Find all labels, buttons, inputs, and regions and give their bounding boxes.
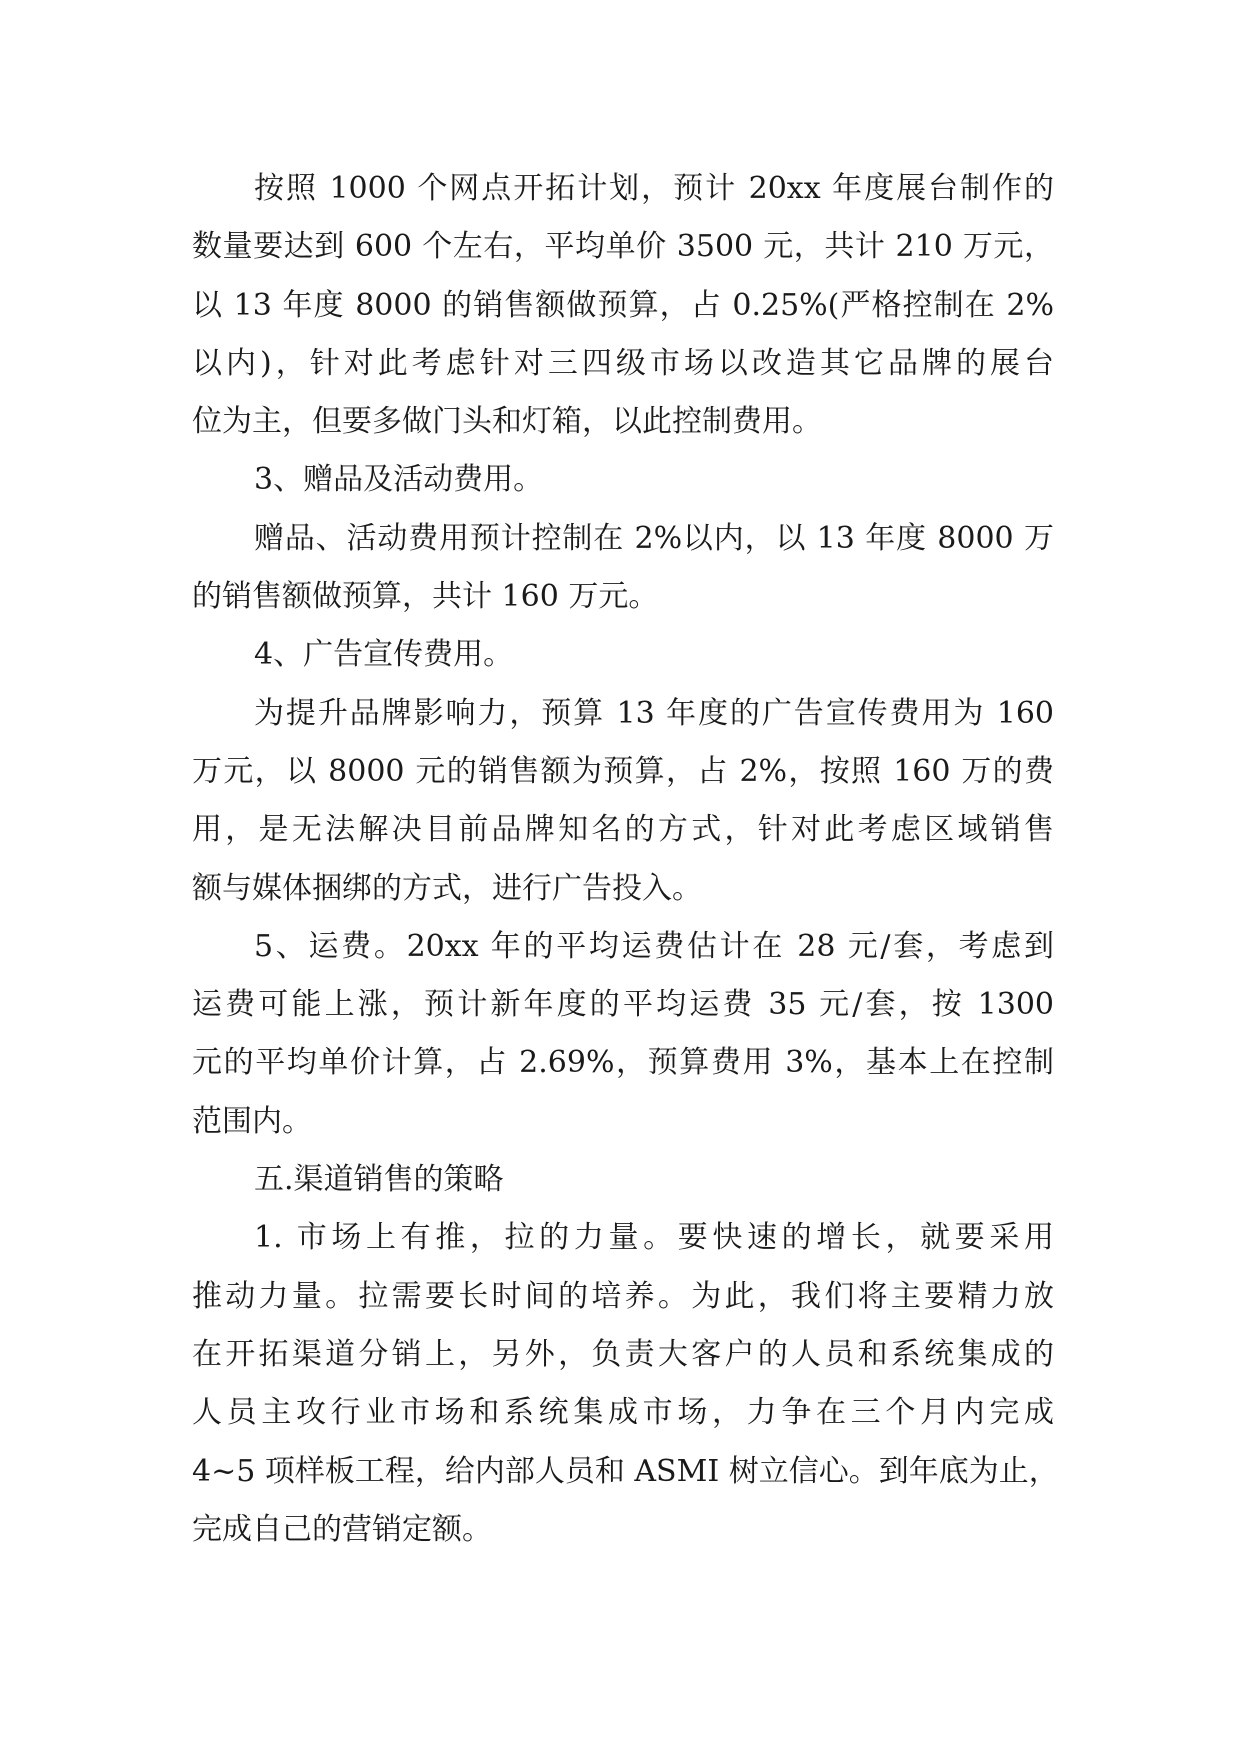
text-line-4: 以内)，针对此考虑针对三四级市场以改造其它品牌的展台 [192,345,1054,381]
text-line-12: 用，是无法解决目前品牌知名的方式，针对此考虑区域销售 [192,812,1054,848]
text-line-7: 赠品、活动费用预计控制在 2%以内，以 13 年度 8000 万 [254,520,1054,556]
text-line-21: 在开拓渠道分销上，另外，负责大客户的人员和系统集成的 [192,1336,1054,1372]
text-line-3: 以 13 年度 8000 的销售额做预算，占 0.25%(严格控制在 2% [192,287,1054,323]
document-body [192,160,1059,1559]
text-line-5: 位为主，但要多做门头和灯箱，以此控制费用。 [192,404,822,440]
text-line-22: 人员主攻行业市场和系统集成市场，力争在三个月内完成 [192,1395,1054,1431]
text-line-15: 运费可能上涨，预计新年度的平均运费 35 元/套，按 1300 [192,987,1054,1023]
text-line-20: 推动力量。拉需要长时间的培养。为此，我们将主要精力放 [192,1278,1054,1314]
text-line-2: 数量要达到 600 个左右，平均单价 3500 元，共计 210 万元， [192,229,1054,265]
text-line-24: 完成自己的营销定额。 [192,1511,492,1547]
text-line-14: 5、运费。20xx 年的平均运费估计在 28 元/套，考虑到 [254,928,1054,964]
text-line-8: 的销售额做预算，共计 160 万元。 [192,579,659,615]
text-line-23: 4~5 项样板工程，给内部人员和 ASMI 树立信心。到年底为止， [192,1453,1059,1489]
section-heading-gifts: 3、赠品及活动费用。 [254,462,544,498]
text-line-19: 1. 市场上有推，拉的力量。要快速的增长，就要采用 [254,1220,1054,1256]
section-heading-channel-strategy: 五.渠道销售的策略 [254,1162,504,1198]
text-line-13: 额与媒体捆绑的方式，进行广告投入。 [192,870,702,906]
text-line-16: 元的平均单价计算，占 2.69%，预算费用 3%，基本上在控制 [192,1045,1054,1081]
text-line-17: 范围内。 [192,1103,312,1139]
text-line-1: 按照 1000 个网点开拓计划，预计 20xx 年度展台制作的 [254,171,1054,206]
text-line-11: 万元，以 8000 元的销售额为预算，占 2%，按照 160 万的费 [192,753,1054,789]
section-heading-advertising: 4、广告宣传费用。 [254,637,514,673]
text-line-10: 为提升品牌影响力，预算 13 年度的广告宣传费用为 160 [254,695,1054,731]
